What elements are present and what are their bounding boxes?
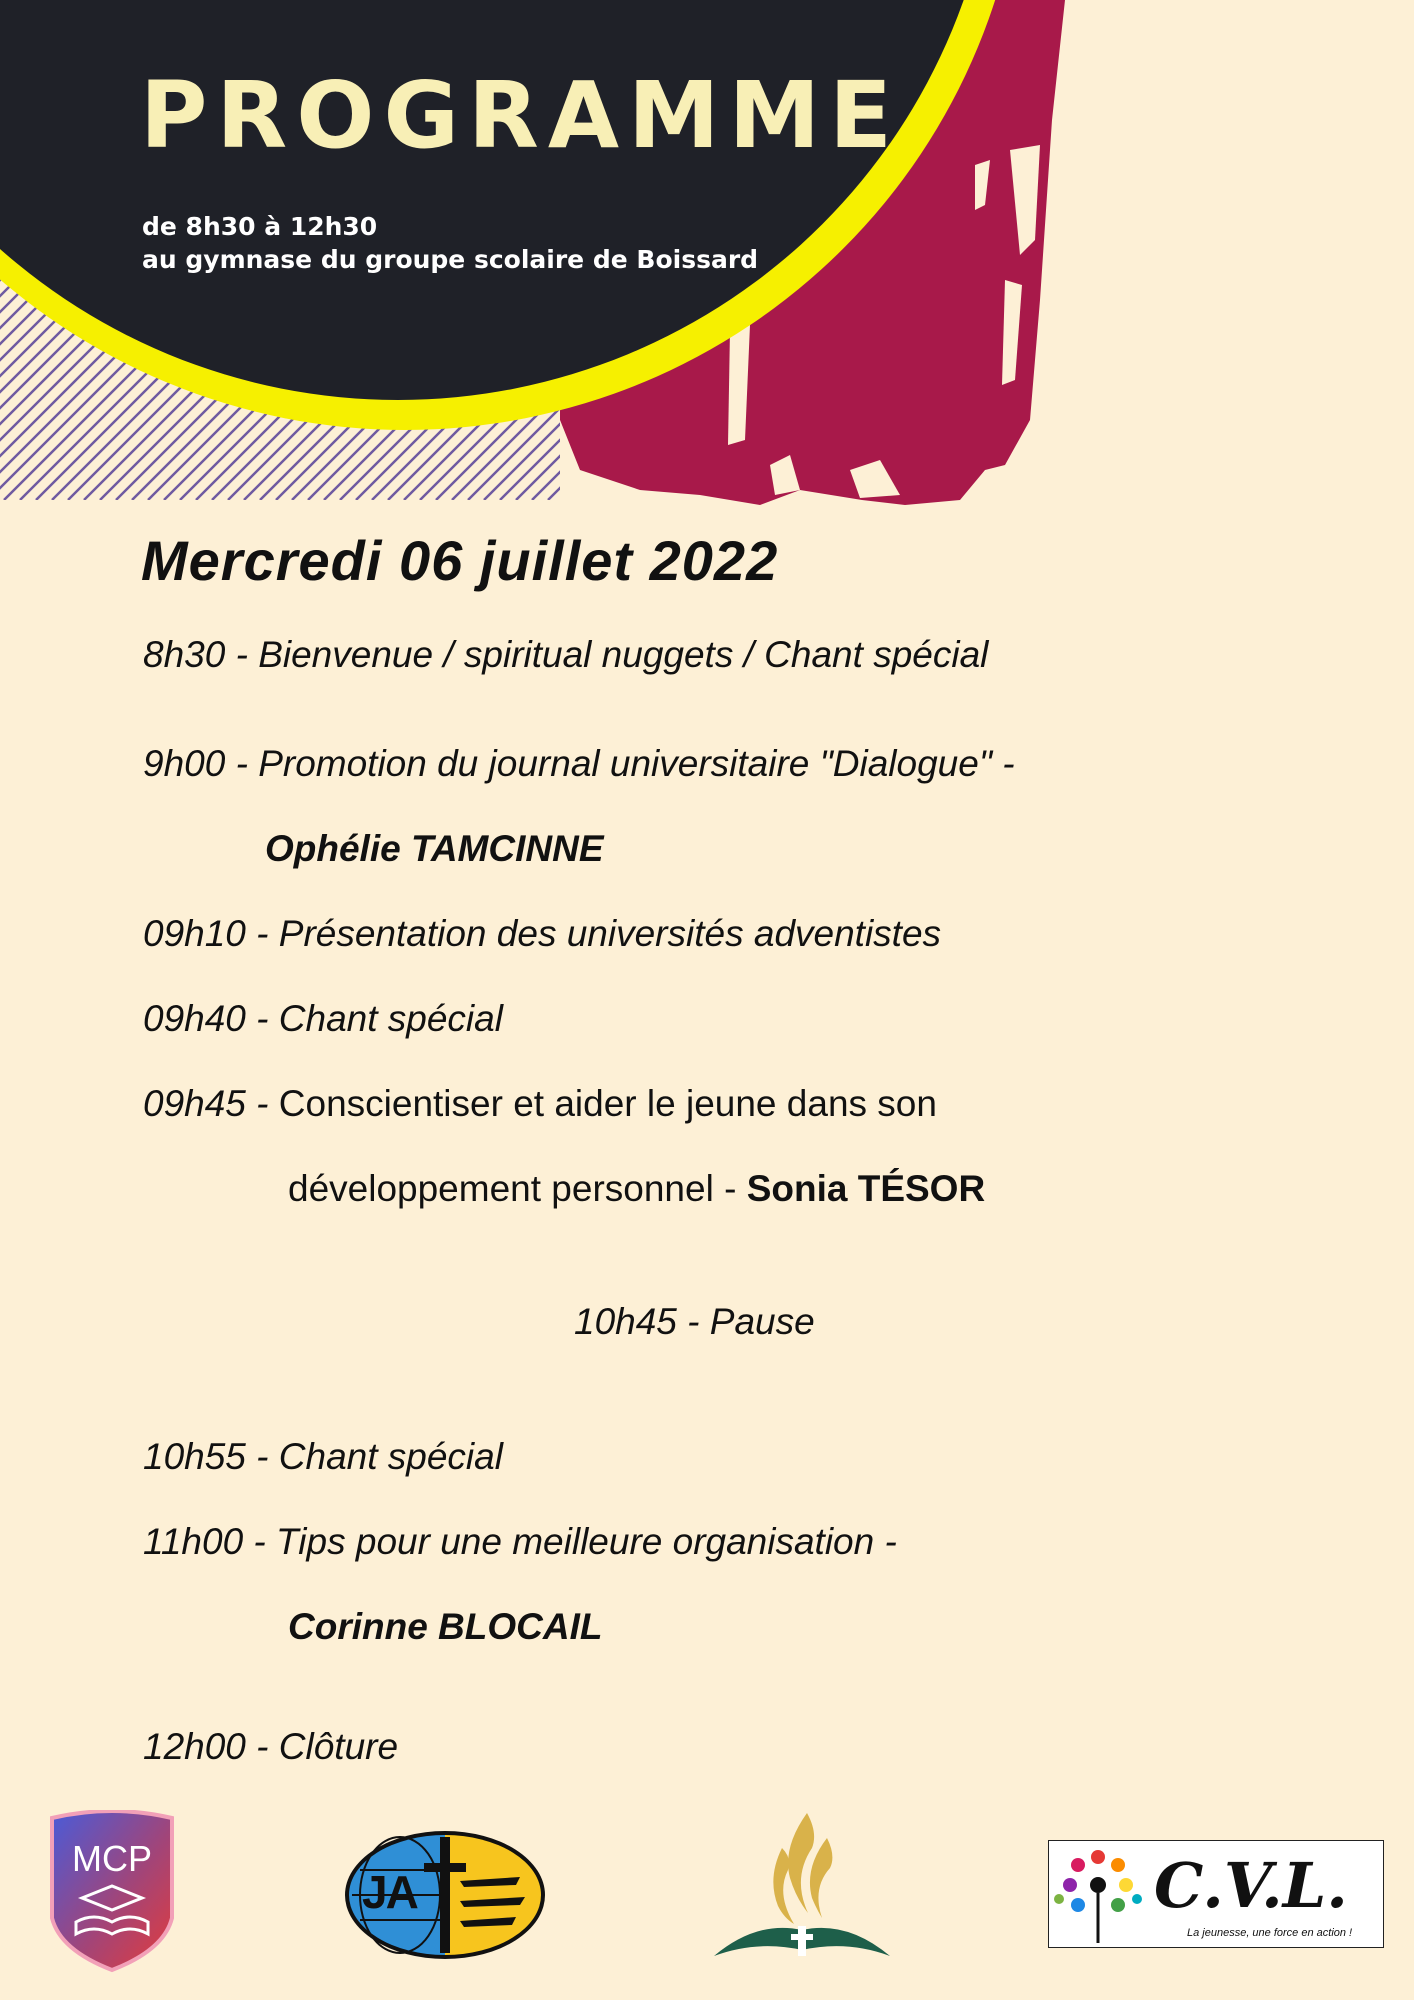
cvl-tagline: La jeunesse, une force en action ! — [1187, 1927, 1353, 1939]
cvl-logo-text: C.V.L. — [1154, 1849, 1348, 1922]
schedule-item-development-cont — [288, 1167, 985, 1211]
schedule-text: Conscientiser et aider le jeune dans son — [278, 1083, 937, 1124]
mcp-logo — [44, 1810, 180, 1976]
schedule-item-development — [143, 1082, 937, 1126]
schedule-item-dialogue: 9h00 - Promotion du journal universitaire "Dialogue" - — [143, 743, 1015, 784]
page-title: PROGRAMME — [140, 62, 901, 169]
cvl-logo — [1048, 1840, 1384, 1948]
speaker-name: Sonia TÉSOR — [746, 1168, 986, 1209]
time-range-text: de 8h30 à 12h30 — [142, 212, 378, 241]
graduation-cap-book-icon — [44, 1810, 180, 1976]
ja-logo — [340, 1825, 550, 1965]
schedule-item-closing: 12h00 - Clôture — [143, 1726, 399, 1767]
speaker-name: Corinne BLOCAIL — [288, 1606, 603, 1647]
adventist-logo — [712, 1808, 892, 1968]
location-text: au gymnase du groupe scolaire de Boissard — [142, 245, 759, 274]
speaker-name: Ophélie TAMCINNE — [265, 828, 604, 869]
colorful-flower-tree-icon — [1053, 1845, 1143, 1943]
adventist-flame-bible-icon — [712, 1808, 892, 1968]
ja-logo-text: JA — [362, 1866, 417, 1918]
schedule-text: développement personnel - — [288, 1168, 737, 1209]
schedule-item-song-1: 09h40 - Chant spécial — [143, 998, 503, 1039]
mcp-logo-text: MCP — [72, 1838, 152, 1879]
schedule-item-organisation: 11h00 - Tips pour une meilleure organisation - — [143, 1521, 897, 1562]
schedule-item-welcome: 8h30 - Bienvenue / spiritual nuggets / Chant spécial — [143, 634, 989, 675]
schedule-item-song-2: 10h55 - Chant spécial — [143, 1436, 503, 1477]
event-date: Mercredi 06 juillet 2022 — [141, 529, 779, 592]
schedule-item-pause: 10h45 - Pause — [574, 1301, 815, 1342]
schedule-item-universities: 09h10 - Présentation des universités adventistes — [143, 913, 942, 954]
schedule-time: 09h45 - — [143, 1083, 269, 1124]
